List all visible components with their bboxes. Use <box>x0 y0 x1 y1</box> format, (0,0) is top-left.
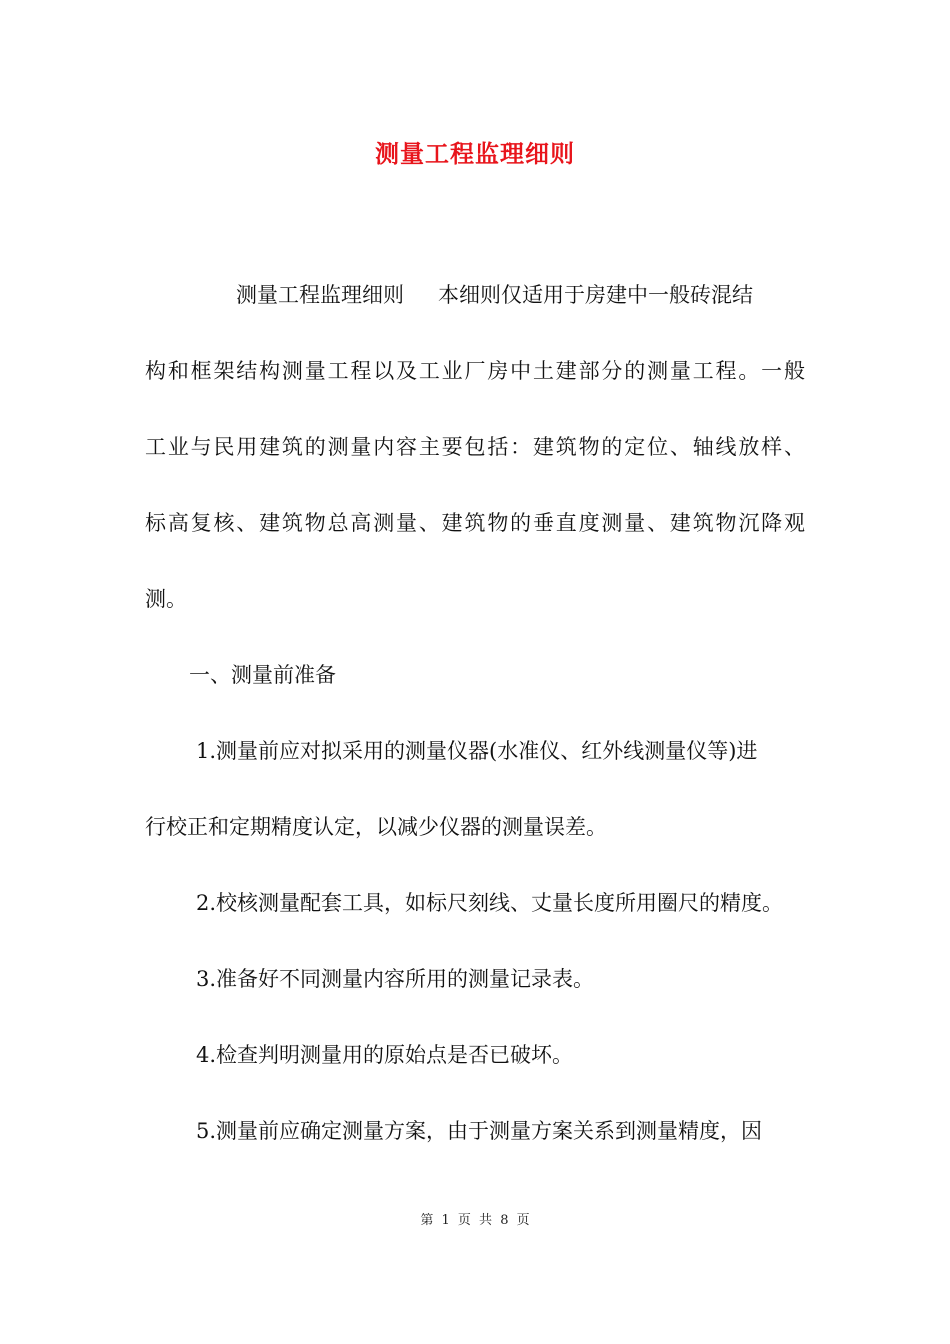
text-line-10: 3.准备好不同测量内容所用的测量记录表。 <box>196 967 595 991</box>
text-line-8: 行校正和定期精度认定，以减少仪器的测量误差。 <box>145 815 607 839</box>
text-line-3: 工业与民用建筑的测量内容主要包括：建筑物的定位、轴线放样、 <box>145 435 805 459</box>
text-line-12: 5.测量前应确定测量方案，由于测量方案关系到测量精度，因 <box>196 1119 763 1143</box>
text-line-9: 2.校核测量配套工具，如标尺刻线、丈量长度所用圈尺的精度。 <box>196 891 784 915</box>
page-title: 测量工程监理细则 <box>375 139 575 168</box>
inline-heading: 测量工程监理细则 <box>236 283 404 307</box>
page-number-footer: 第 1 页 共 8 页 <box>420 1213 530 1228</box>
text-line-1 <box>145 266 805 342</box>
text-line-2: 构和框架结构测量工程以及工业厂房中土建部分的测量工程。一般 <box>145 359 805 383</box>
text-line-4: 标高复核、建筑物总高测量、建筑物的垂直度测量、建筑物沉降观 <box>145 511 805 535</box>
text-line-5: 测。 <box>145 587 187 611</box>
text-line-7: 1.测量前应对拟采用的测量仪器(水准仪、红外线测量仪等)进 <box>196 739 758 763</box>
text-line-11: 4.检查判明测量用的原始点是否已破坏。 <box>196 1043 574 1067</box>
document-body <box>145 266 805 1178</box>
section-heading: 一、测量前准备 <box>189 663 336 687</box>
intro-text: 本细则仅适用于房建中一般砖混结 <box>438 283 753 307</box>
